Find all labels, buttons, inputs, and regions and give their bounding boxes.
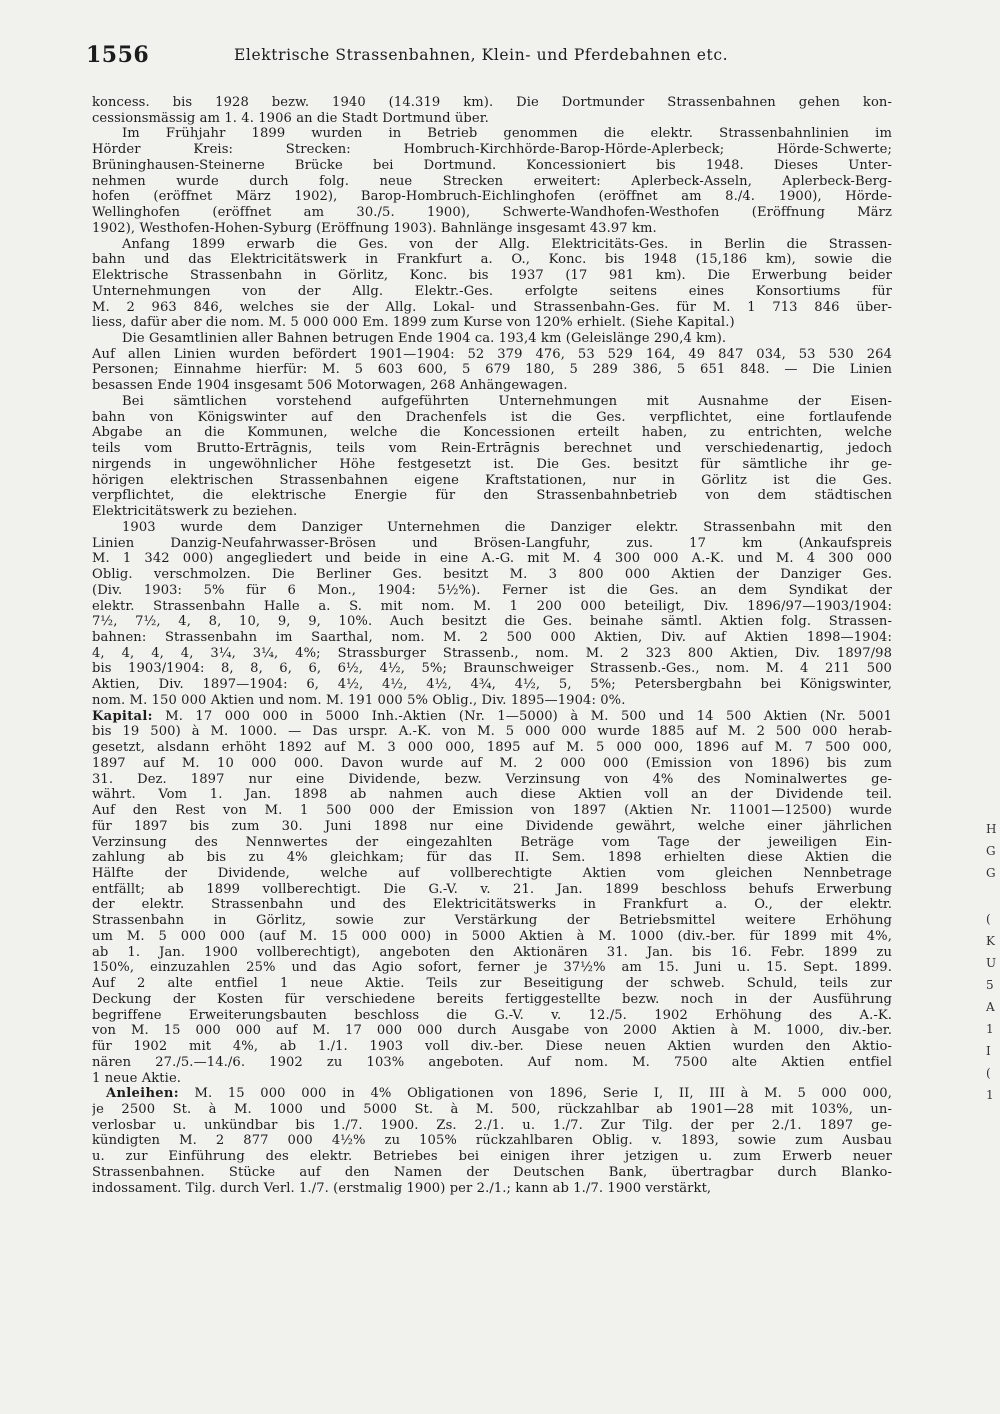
text-line: nären 27./5.—14./6. 1902 zu 103% angeboten. Auf nom. M. 7500 alte Aktien entfiel (92, 1054, 892, 1070)
text-line: Wellinghofen (eröffnet am 30./5. 1900), Schwerte-Wandhofen-Westhofen (Eröffnung März (92, 205, 892, 221)
text-line: Oblig. verschmolzen. Die Berliner Ges. besitzt M. 3 800 000 Aktien der Danziger Ges. (92, 567, 892, 583)
text-line: Anfang 1899 erwarb die Ges. von der Allg. Elektricitäts-Ges. in Berlin die Strassen- (122, 236, 892, 252)
text-line: besassen Ende 1904 insgesamt 506 Motorwagen, 268 Anhängewagen. (92, 378, 568, 394)
text-line: Deckung der Kosten für verschiedene bereits fertiggestellte bezw. noch in der Ausführung (92, 991, 892, 1007)
text-line: Kapital: M. 17 000 000 in 5000 Inh.-Aktien (Nr. 1—5000) à M. 500 und 14 500 Aktien (Nr. 5001 (92, 708, 892, 724)
text-line: nirgends in ungewöhnlicher Höhe festgesetzt ist. Die Ges. besitzt für sämtliche ihr ge- (92, 456, 892, 472)
text-line: hörigen elektrischen Strassenbahnen eigene Kraftstationen, nur in Görlitz ist die Ges. (92, 472, 892, 488)
text-line: 1897 auf M. 10 000 000. Davon wurde auf M. 2 000 000 (Emission von 1896) bis zum (92, 755, 892, 771)
text-line: Die Gesamtlinien aller Bahnen betrugen Ende 1904 ca. 193,4 km (Geleislänge 290,4 km). (122, 331, 727, 347)
text-line: Auf 2 alte entfiel 1 neue Aktie. Teils zur Beseitigung der schweb. Schuld, teils zur (92, 976, 892, 992)
margin-fragment: A (986, 1000, 995, 1014)
text-line: Strassenbahn in Görlitz, sowie zur Verstärkung der Betriebsmittel weitere Erhöhung (92, 913, 892, 929)
text-line: verlosbar u. unkündbar bis 1./7. 1900. Zs. 2./1. u. 1./7. Zur Tilg. der per 2./1. 1897 ge- (92, 1117, 892, 1133)
text-line: bis 1903/1904: 8, 8, 6, 6, 6½, 4½, 5%; Braunschweiger Strassenb.-Ges., nom. M. 4 211 500 (92, 661, 892, 677)
text-line: liess, dafür aber die nom. M. 5 000 000 Em. 1899 zum Kurse von 120% erhielt. (Siehe Kapital.) (92, 315, 735, 331)
page-header (86, 42, 886, 76)
text-line: ab 1. Jan. 1900 vollberechtigt), angeboten den Aktionären 31. Jan. bis 16. Febr. 1899 zu (92, 944, 892, 960)
section-label-anleihen: Anleihen: (106, 1086, 179, 1102)
margin-fragment: U (986, 956, 997, 970)
text-line: währt. Vom 1. Jan. 1898 ab nahmen auch diese Aktien voll an der Dividende teil. (92, 787, 892, 803)
text-line: Im Frühjahr 1899 wurden in Betrieb genommen die elektr. Strassenbahnlinien im (122, 126, 892, 142)
text-line: koncess. bis 1928 bezw. 1940 (14.319 km). Die Dortmunder Strassenbahnen gehen kon- (92, 95, 892, 110)
text-line: Anleihen: M. 15 000 000 in 4% Obligationen von 1896, Serie I, II, III à M. 5 000 000, (106, 1086, 892, 1102)
text-line: um M. 5 000 000 (auf M. 15 000 000) in 5000 Aktien à M. 1000 (div.-ber. für 1899 mit 4%, (92, 928, 892, 944)
text-line: 1902), Westhofen-Hohen-Syburg (Eröffnung 1903). Bahnlänge insgesamt 43.97 km. (92, 220, 657, 236)
text-line: nom. M. 150 000 Aktien und nom. M. 191 000 5% Oblig., Div. 1895—1904: 0%. (92, 692, 626, 708)
text-line: nehmen wurde durch folg. neue Strecken erweitert: Aplerbeck-Asseln, Aplerbeck-Berg- (92, 173, 892, 189)
text-line: cessionsmässig am 1. 4. 1906 an die Stadt Dortmund über. (92, 110, 489, 126)
text-line: bahnen: Strassenbahn im Saarthal, nom. M. 2 500 000 Aktien, Div. auf Aktien 1898—1904: (92, 629, 892, 645)
text-line: elektr. Strassenbahn Halle a. S. mit nom. M. 1 200 000 beteiligt, Div. 1896/97—1903/1904: (92, 598, 892, 614)
margin-fragment: 1 (986, 1022, 994, 1036)
text-line: begriffene Erweiterungsbauten beschloss die G.-V. v. 12./5. 1902 Erhöhung des A.-K. (92, 1007, 892, 1023)
margin-fragment: ( (986, 912, 991, 926)
text-line: 4, 4, 4, 4, 3¼, 3¼, 4%; Strassburger Strassenb., nom. M. 2 323 800 Aktien, Div. 1897/98 (92, 645, 892, 661)
text-line: M. 1 342 000) angegliedert und beide in eine A.-G. mit M. 4 300 000 A.-K. und M. 4 300 000 (92, 551, 892, 567)
text-line: hofen (eröffnet März 1902), Barop-Hombruch-Eichlinghofen (eröffnet am 8./4. 1900), Hörde- (92, 189, 892, 205)
margin-fragment: G (986, 844, 996, 858)
text-line: der elektr. Strassenbahn und des Elektricitätswerks in Frankfurt a. O., der elektr. (92, 897, 892, 913)
text-line: Auf allen Linien wurden befördert 1901—1904: 52 379 476, 53 529 164, 49 847 034, 53 530 264 (92, 346, 892, 362)
text-line: 31. Dez. 1897 nur eine Dividende, bezw. Verzinsung von 4% des Nominalwertes ge- (92, 771, 892, 787)
text-line: bahn und das Elektricitätswerk in Frankfurt a. O., Konc. bis 1948 (15,186 km), sowie die (92, 252, 892, 268)
text-line: für 1902 mit 4%, ab 1./1. 1903 voll div.-ber. Diese neuen Aktien wurden den Aktio- (92, 1039, 892, 1055)
text-line: 7½, 7½, 4, 8, 10, 9, 9, 10%. Auch besitzt die Ges. beinahe sämtl. Aktien folg. Strassen- (92, 614, 892, 630)
text-line: Personen; Einnahme hierfür: M. 5 603 600, 5 679 180, 5 289 386, 5 651 848. — Die Linien (92, 362, 892, 378)
text-line: Verzinsung des Nennwertes der eingezahlten Beträge vom Tage der jeweiligen Ein- (92, 834, 892, 850)
text-line: bis 19 500) à M. 1000. — Das urspr. A.-K. von M. 5 000 000 wurde 1885 auf M. 2 500 000 herab- (92, 724, 892, 740)
text-line: 1 neue Aktie. (92, 1070, 182, 1086)
text-line: Brüninghausen-Steinerne Brücke bei Dortmund. Koncessioniert bis 1948. Dieses Unter- (92, 157, 892, 173)
text-line: bahn von Königswinter auf den Drachenfels ist die Ges. verpflichtet, eine fortlaufende (92, 409, 892, 425)
text-line: je 2500 St. à M. 1000 und 5000 St. à M. 500, rückzahlbar ab 1901—28 mit 103%, un- (92, 1102, 892, 1117)
margin-fragment: K (986, 934, 995, 948)
text-line: Hörder Kreis: Strecken: Hombruch-Kirchhörde-Barop-Hörde-Aplerbeck; Hörde-Schwerte; (92, 142, 892, 158)
margin-fragment: H (986, 822, 997, 836)
margin-fragment: ( (986, 1066, 991, 1080)
margin-fragment: G (986, 866, 996, 880)
text-line: von M. 15 000 000 auf M. 17 000 000 durch Ausgabe von 2000 Aktien à M. 1000, div.-ber. (92, 1023, 892, 1039)
text-line: kündigten M. 2 877 000 4½% zu 105% rückzahlbaren Oblig. v. 1893, sowie zum Ausbau (92, 1133, 892, 1149)
text-line: Strassenbahnen. Stücke auf den Namen der Deutschen Bank, übertragbar durch Blanko- (92, 1164, 892, 1180)
text-line: 150%, einzuzahlen 25% und das Agio sofort, ferner je 37½% am 15. Juni u. 15. Sept. 1899. (92, 960, 892, 976)
margin-fragment: 1 (986, 1088, 994, 1102)
margin-fragment: I (986, 1044, 991, 1058)
text-line: Bei sämtlichen vorstehend aufgeführten Unternehmungen mit Ausnahme der Eisen- (122, 393, 892, 409)
text-line: zahlung ab bis zu 4% gleichkam; für das II. Sem. 1898 erhielten diese Aktien die (92, 850, 892, 866)
text-line: gesetzt, alsdann erhöht 1892 auf M. 3 000 000, 1895 auf M. 5 000 000, 1896 auf M. 7 500 000, (92, 740, 892, 756)
text-line: teils vom Brutto-Ertrāgnis, teils vom Rein-Ertrāgnis berechnet und verschiedenartig, jedoch (92, 441, 892, 457)
section-label-kapital: Kapital: (92, 708, 153, 724)
text-line: M. 2 963 846, welches sie der Allg. Lokal- und Strassenbahn-Ges. für M. 1 713 846 über- (92, 299, 892, 315)
text-line: für 1897 bis zum 30. Juni 1898 nur eine Dividende gewährt, welche einer jährlichen (92, 818, 892, 834)
text-line: (Div. 1903: 5% für 6 Mon., 1904: 5½%). Ferner ist die Ges. an dem Syndikat der (92, 582, 892, 598)
right-margin-fragments (986, 818, 1000, 1106)
text-line: Linien Danzig-Neufahrwasser-Brösen und Brösen-Langfuhr, zus. 17 km (Ankaufspreis (92, 535, 892, 551)
margin-fragment: 5 (986, 978, 994, 992)
text-line: u. zur Einführung des elektr. Betriebes bei einigen ihrer jetzigen u. zum Erwerb neuer (92, 1149, 892, 1165)
running-head: Elektrische Strassenbahnen, Klein- und Pferdebahnen etc. (234, 46, 729, 64)
text-line: verpflichtet, die elektrische Energie für den Strassenbahnbetrieb von dem städtischen (92, 488, 892, 504)
text-line: Elektrische Strassenbahn in Görlitz, Konc. bis 1937 (17 981 km). Die Erwerbung beider (92, 268, 892, 284)
text-line: Elektricitätswerk zu beziehen. (92, 504, 298, 520)
text-line: Abgabe an die Kommunen, welche die Koncessionen erteilt haben, zu entrichten, welche (92, 425, 892, 441)
text-line: Aktien, Div. 1897—1904: 6, 4½, 4½, 4½, 4¾, 4½, 5, 5%; Petersbergbahn bei Königswinter, (92, 677, 892, 693)
text-line: Hälfte der Dividende, welche auf vollberechtigte Aktien vom gleichen Nennbetrage (92, 865, 892, 881)
page-number: 1556 (86, 42, 150, 68)
text-line: entfällt; ab 1899 vollberechtigt. Die G.-V. v. 21. Jan. 1899 beschloss behufs Erwerbung (92, 881, 892, 897)
text-line: Unternehmungen von der Allg. Elektr.-Ges. erfolgte seitens eines Konsortiums für (92, 283, 892, 299)
text-line: 1903 wurde dem Danziger Unternehmen die Danziger elektr. Strassenbahn mit den (122, 519, 892, 535)
text-line: Auf den Rest von M. 1 500 000 der Emission von 1897 (Aktien Nr. 11001—12500) wurde (92, 803, 892, 819)
body-text (92, 95, 892, 1196)
text-line: indossament. Tilg. durch Verl. 1./7. (erstmalig 1900) per 2./1.; kann ab 1./7. 1900 verstärkt, (92, 1180, 712, 1196)
